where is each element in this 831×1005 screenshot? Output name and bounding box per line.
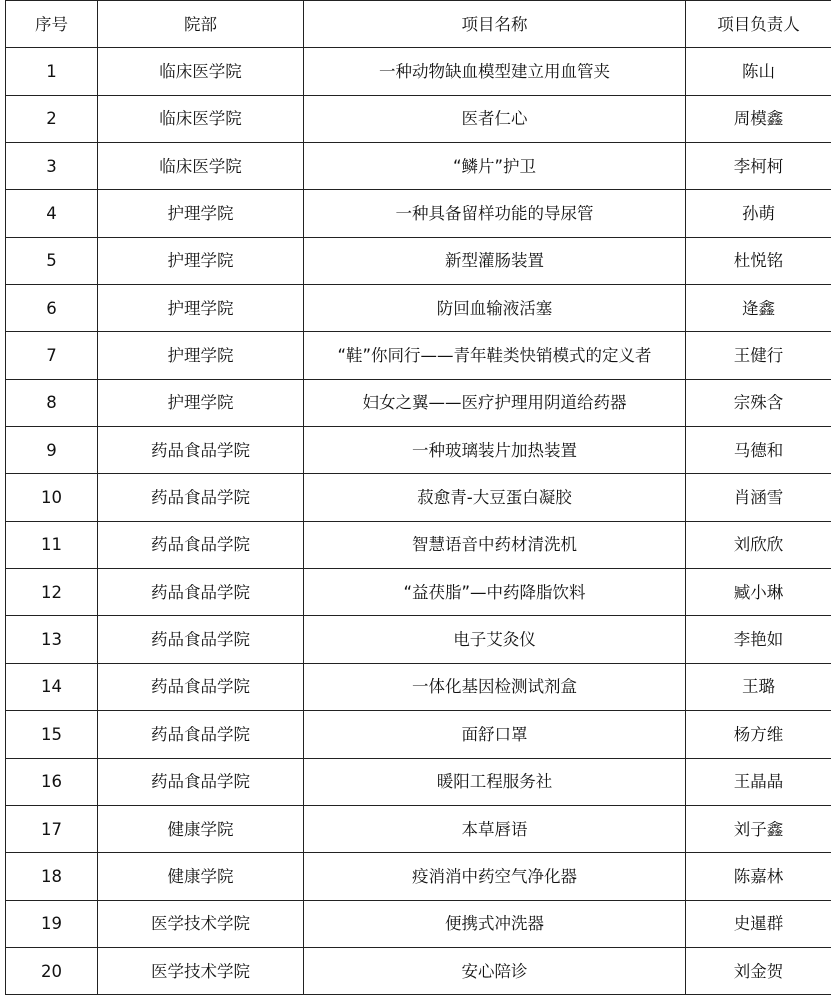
header-project-name: 项目名称 [304,1,686,48]
header-seq: 序号 [6,1,98,48]
cell-project-name: 一体化基因检测试剂盒 [304,663,686,710]
table-row [6,379,831,426]
cell-project-lead: 周模鑫 [686,95,831,142]
cell-project-lead: 杨方维 [686,711,831,758]
cell-dept: 药品食品学院 [98,663,304,710]
header-project-lead: 项目负责人 [686,1,831,48]
cell-dept: 临床医学院 [98,95,304,142]
cell-project-lead: 刘欣欣 [686,521,831,568]
table-row [6,711,831,758]
cell-seq: 12 [6,569,98,616]
cell-project-lead: 刘子鑫 [686,805,831,852]
cell-project-lead: 逄鑫 [686,285,831,332]
cell-project-name: 妇女之翼——医疗护理用阴道给药器 [304,379,686,426]
cell-dept: 药品食品学院 [98,711,304,758]
cell-seq: 20 [6,947,98,994]
cell-project-name: 医者仁心 [304,95,686,142]
cell-dept: 药品食品学院 [98,569,304,616]
table-row [6,758,831,805]
cell-dept: 医学技术学院 [98,947,304,994]
cell-project-lead: 宗殊含 [686,379,831,426]
cell-project-lead: 陈山 [686,48,831,95]
table-row [6,616,831,663]
cell-project-name: 菽愈青-大豆蛋白凝胶 [304,474,686,521]
cell-seq: 1 [6,48,98,95]
cell-project-lead: 陈嘉林 [686,853,831,900]
table-header-row [6,1,831,48]
cell-dept: 临床医学院 [98,143,304,190]
table-row [6,237,831,284]
cell-project-name: 疫消消中药空气净化器 [304,853,686,900]
table-row [6,853,831,900]
cell-seq: 16 [6,758,98,805]
cell-project-name: 本草唇语 [304,805,686,852]
cell-dept: 健康学院 [98,805,304,852]
cell-project-lead: 马德和 [686,427,831,474]
cell-seq: 7 [6,332,98,379]
cell-project-name: 暖阳工程服务社 [304,758,686,805]
table-row [6,521,831,568]
header-dept: 院部 [98,1,304,48]
cell-project-name: “鞋”你同行——青年鞋类快销模式的定义者 [304,332,686,379]
table-row [6,95,831,142]
cell-dept: 健康学院 [98,853,304,900]
cell-dept: 药品食品学院 [98,521,304,568]
cell-seq: 4 [6,190,98,237]
cell-project-lead: 刘金贺 [686,947,831,994]
cell-project-name: 一种具备留样功能的导尿管 [304,190,686,237]
table-row [6,805,831,852]
cell-project-lead: 李柯柯 [686,143,831,190]
cell-seq: 2 [6,95,98,142]
table-row [6,947,831,994]
cell-seq: 17 [6,805,98,852]
cell-project-name: 防回血输液活塞 [304,285,686,332]
cell-project-lead: 王健行 [686,332,831,379]
cell-project-lead: 肖涵雪 [686,474,831,521]
cell-seq: 8 [6,379,98,426]
cell-dept: 护理学院 [98,190,304,237]
cell-project-lead: 杜悦铭 [686,237,831,284]
table-row [6,474,831,521]
cell-project-lead: 李艳如 [686,616,831,663]
project-table-container [5,0,831,995]
cell-seq: 10 [6,474,98,521]
cell-dept: 药品食品学院 [98,427,304,474]
cell-seq: 18 [6,853,98,900]
cell-project-name: 智慧语音中药材清洗机 [304,521,686,568]
cell-seq: 19 [6,900,98,947]
cell-project-lead: 孙萌 [686,190,831,237]
cell-dept: 药品食品学院 [98,474,304,521]
cell-dept: 临床医学院 [98,48,304,95]
cell-project-name: 面舒口罩 [304,711,686,758]
table-row [6,427,831,474]
cell-project-name: 新型灌肠装置 [304,237,686,284]
table-row [6,569,831,616]
cell-dept: 护理学院 [98,285,304,332]
cell-project-lead: 王璐 [686,663,831,710]
cell-dept: 护理学院 [98,237,304,284]
cell-dept: 医学技术学院 [98,900,304,947]
cell-project-lead: 王晶晶 [686,758,831,805]
cell-project-name: 安心陪诊 [304,947,686,994]
cell-dept: 护理学院 [98,379,304,426]
table-row [6,48,831,95]
table-row [6,190,831,237]
cell-project-name: “益茯脂”—中药降脂饮料 [304,569,686,616]
cell-seq: 5 [6,237,98,284]
cell-dept: 药品食品学院 [98,758,304,805]
cell-project-lead: 臧小琳 [686,569,831,616]
cell-dept: 药品食品学院 [98,616,304,663]
cell-project-lead: 史暹群 [686,900,831,947]
table-row [6,900,831,947]
cell-seq: 3 [6,143,98,190]
project-table [5,0,831,995]
cell-project-name: 电子艾灸仪 [304,616,686,663]
table-row [6,332,831,379]
cell-project-name: “鳞片”护卫 [304,143,686,190]
cell-seq: 14 [6,663,98,710]
table-row [6,285,831,332]
table-row [6,143,831,190]
cell-project-name: 一种玻璃装片加热装置 [304,427,686,474]
cell-project-name: 一种动物缺血模型建立用血管夹 [304,48,686,95]
cell-seq: 9 [6,427,98,474]
cell-seq: 11 [6,521,98,568]
cell-seq: 13 [6,616,98,663]
table-row [6,663,831,710]
cell-seq: 15 [6,711,98,758]
cell-seq: 6 [6,285,98,332]
cell-project-name: 便携式冲洗器 [304,900,686,947]
cell-dept: 护理学院 [98,332,304,379]
